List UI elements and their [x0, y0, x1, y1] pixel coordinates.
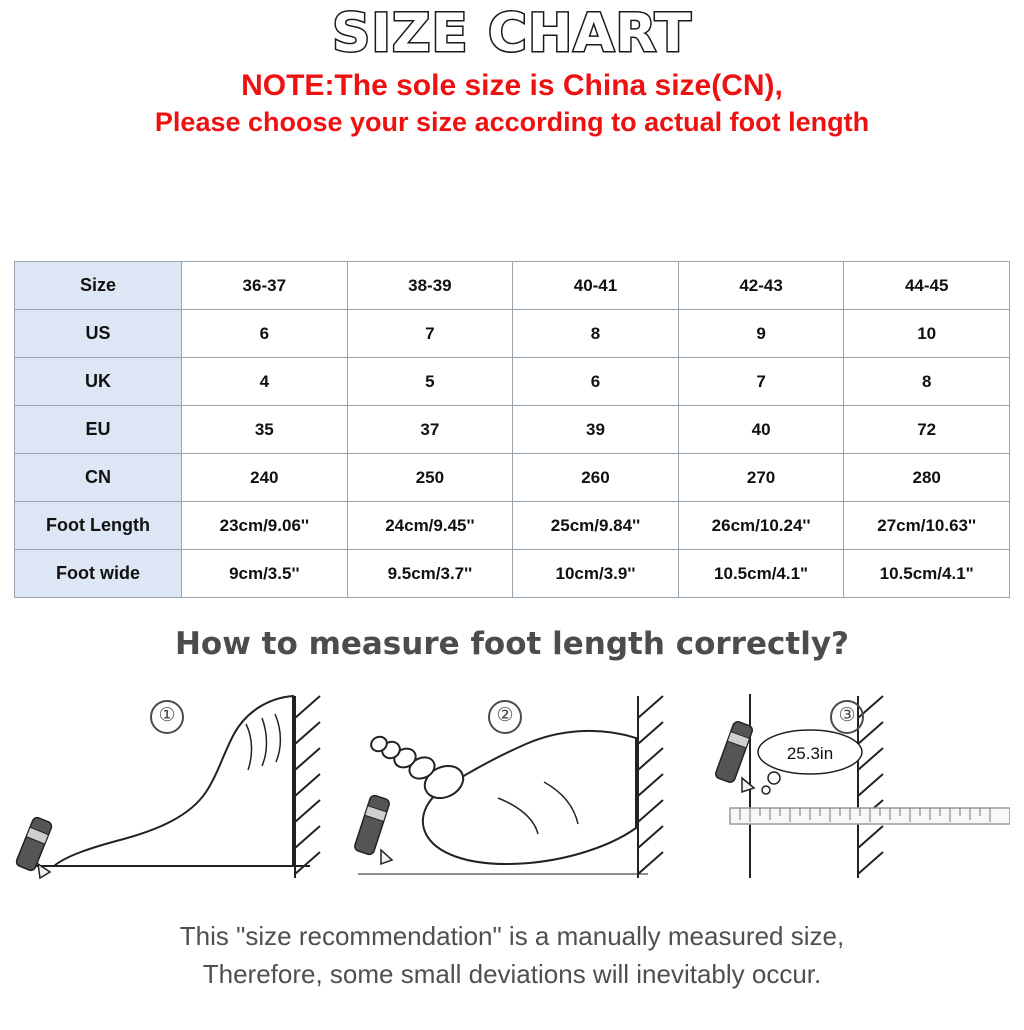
table-cell: 38-39	[347, 262, 513, 310]
table-cell: 280	[844, 454, 1010, 502]
table-cell: 35	[182, 406, 348, 454]
step-1-number: ①	[150, 700, 184, 734]
table-cell: 4	[182, 358, 348, 406]
size-table	[14, 261, 1010, 598]
table-cell: 39	[513, 406, 679, 454]
table-cell: 250	[347, 454, 513, 502]
table-cell: 23cm/9.06''	[182, 502, 348, 550]
note-line-1: NOTE:The sole size is China size(CN),	[241, 68, 783, 102]
table-cell: 40-41	[513, 262, 679, 310]
table-row	[15, 454, 1010, 502]
footer-line-2: Therefore, some small deviations will inevitably occur.	[202, 958, 822, 989]
table-row	[15, 310, 1010, 358]
table-row	[15, 550, 1010, 598]
table-cell: 10	[844, 310, 1010, 358]
table-cell: 9	[678, 310, 844, 358]
table-cell: 8	[844, 358, 1010, 406]
table-cell: 25cm/9.84''	[513, 502, 679, 550]
table-cell: 24cm/9.45''	[347, 502, 513, 550]
row-header: Size	[15, 262, 182, 310]
row-header: Foot wide	[15, 550, 182, 598]
table-cell: 7	[347, 310, 513, 358]
table-cell: 10.5cm/4.1"	[678, 550, 844, 598]
size-table-container	[14, 261, 1010, 598]
pencil-icon	[15, 816, 53, 878]
table-cell: 10.5cm/4.1"	[844, 550, 1010, 598]
step-3	[690, 678, 1010, 908]
table-cell: 6	[182, 310, 348, 358]
row-header: UK	[15, 358, 182, 406]
table-cell: 240	[182, 454, 348, 502]
table-cell: 260	[513, 454, 679, 502]
step-2	[348, 678, 668, 908]
footer-line-1: This "size recommendation" is a manually measured size,	[179, 921, 845, 951]
size-chart-page	[0, 3, 1024, 1030]
table-cell: 44-45	[844, 262, 1010, 310]
table-row	[15, 358, 1010, 406]
table-cell: 9cm/3.5''	[182, 550, 348, 598]
sole-outline	[423, 731, 636, 864]
wall-hatch-icon	[638, 696, 663, 878]
step-3-number: ③	[830, 700, 864, 734]
table-cell: 5	[347, 358, 513, 406]
table-cell: 72	[844, 406, 1010, 454]
table-cell: 7	[678, 358, 844, 406]
table-cell: 42-43	[678, 262, 844, 310]
measurement-label: 25.3in	[786, 744, 834, 763]
table-cell: 6	[513, 358, 679, 406]
howto-title: How to measure foot length correctly?	[174, 626, 850, 662]
table-row	[15, 262, 1010, 310]
table-cell: 9.5cm/3.7''	[347, 550, 513, 598]
page-title: SIZE CHART	[332, 3, 692, 64]
measurement-bubble	[758, 730, 862, 794]
row-header: US	[15, 310, 182, 358]
table-cell: 37	[347, 406, 513, 454]
table-row	[15, 406, 1010, 454]
table-cell: 26cm/10.24''	[678, 502, 844, 550]
howto-section	[0, 626, 1024, 662]
table-cell: 10cm/3.9''	[513, 550, 679, 598]
table-row	[15, 502, 1010, 550]
pencil-icon	[714, 720, 754, 792]
row-header: Foot Length	[15, 502, 182, 550]
pencil-icon	[354, 794, 392, 864]
table-cell: 36-37	[182, 262, 348, 310]
step-2-number: ②	[488, 700, 522, 734]
row-header: EU	[15, 406, 182, 454]
note-block	[0, 68, 1024, 139]
table-cell: 270	[678, 454, 844, 502]
step-1	[10, 678, 330, 908]
wall-hatch-icon	[295, 696, 320, 878]
table-cell: 27cm/10.63''	[844, 502, 1010, 550]
table-cell: 8	[513, 310, 679, 358]
howto-steps	[0, 678, 1024, 908]
table-cell: 40	[678, 406, 844, 454]
note-line-2: Please choose your size according to actual foot length	[154, 107, 870, 138]
footer-note	[0, 918, 1024, 993]
row-header: CN	[15, 454, 182, 502]
